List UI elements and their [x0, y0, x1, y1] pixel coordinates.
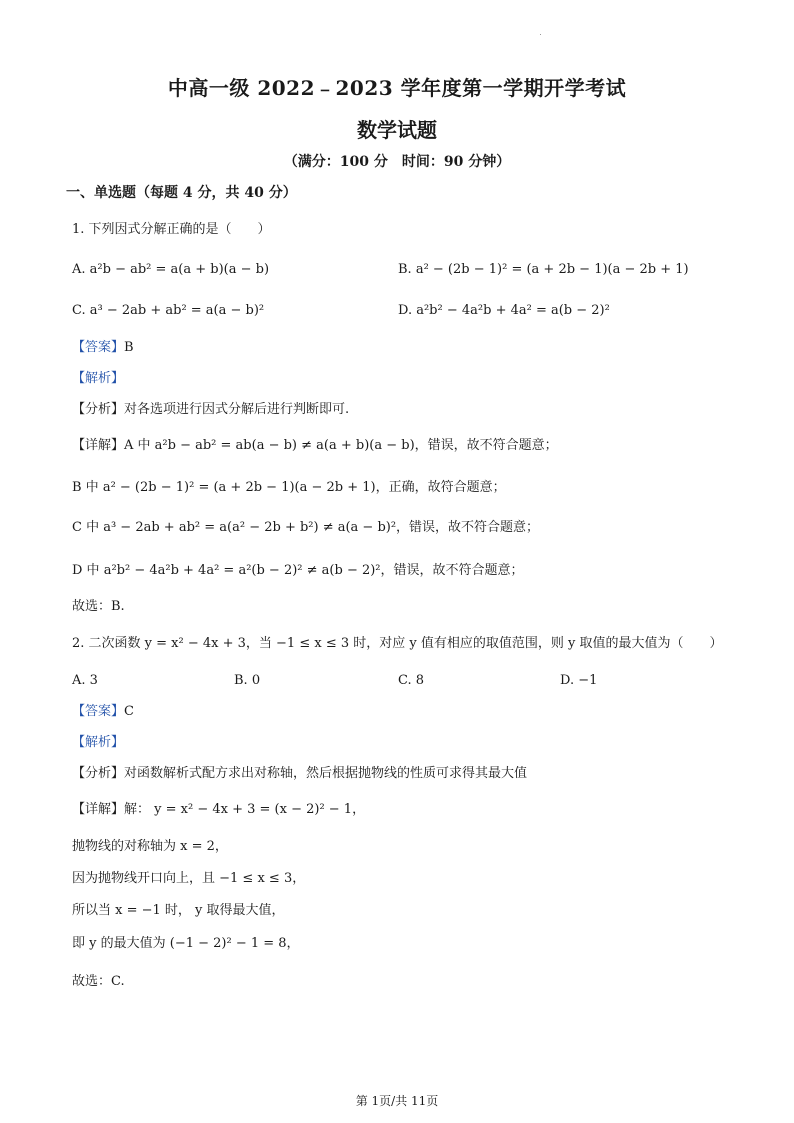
detail-text: A 中 a²b − ab² = ab(a − b) ≠ a(a + b)(a − b)，错误，故不符合题意； [124, 438, 558, 453]
section-heading: 一、单选题（每题 4 分，共 40 分） [66, 185, 297, 201]
q2-detail-3: 因为抛物线开口向上，且 −1 ≤ x ≤ 3， [72, 871, 306, 886]
answer-tag: 【答案】 [72, 704, 125, 719]
q2-detail-5: 即 y 的最大值为 (−1 − 2)² − 1 = 8， [72, 936, 300, 951]
exam-subtitle: 数学试题 [357, 118, 437, 142]
q1-option-b: B. a² − (2b − 1)² = (a + 2b − 1)(a − 2b + 1) [398, 262, 689, 277]
fenxi-tag: 【分析】 [72, 402, 125, 417]
q1-option-a: A. a²b − ab² = a(a + b)(a − b) [72, 262, 270, 277]
q2-detail-1 [72, 800, 365, 820]
q2-option-d: D. −1 [560, 673, 598, 688]
q2-option-a: A. 3 [72, 673, 98, 688]
answer-value: B [124, 340, 134, 355]
q1-detail-a [72, 436, 558, 456]
q2-detail-2: 抛物线的对称轴为 x = 2， [72, 839, 228, 854]
fenxi-tag: 【分析】 [72, 766, 125, 781]
q1-analysis-tag: 【解析】 [72, 371, 125, 386]
q1-conclusion: 故选：B. [72, 599, 125, 614]
detail-tag: 【详解】 [72, 802, 125, 817]
q1-option-d: D. a²b² − 4a²b + 4a² = a(b − 2)² [398, 303, 610, 318]
q1-detail-c: C 中 a³ − 2ab + ab² = a(a² − 2b + b²) ≠ a(a − b)²，错误，故不符合题意； [72, 520, 540, 535]
detail-tag: 【详解】 [72, 438, 125, 453]
detail-text: 解： y = x² − 4x + 3 = (x − 2)² − 1， [124, 802, 366, 817]
answer-value: C [124, 704, 134, 719]
q2-stem: 2. 二次函数 y = x² − 4x + 3，当 −1 ≤ x ≤ 3 时，对应 y 值有相应的取值范围，则 y 取值的最大值为（ ） [72, 636, 723, 651]
q1-stem: 1. 下列因式分解正确的是（ ） [72, 222, 271, 237]
q1-detail-b: B 中 a² − (2b − 1)² = (a + 2b − 1)(a − 2b + 1)，正确，故符合题意； [72, 480, 506, 495]
q1-fenxi [72, 400, 349, 420]
fenxi-text: 对各选项进行因式分解后进行判断即可. [124, 402, 350, 417]
q1-option-c: C. a³ − 2ab + ab² = a(a − b)² [72, 303, 265, 318]
q2-option-c: C. 8 [398, 673, 425, 688]
q2-fenxi [72, 764, 527, 784]
q1-detail-d: D 中 a²b² − 4a²b + 4a² = a²(b − 2)² ≠ a(b − 2)²，错误，故不符合题意； [72, 563, 524, 578]
q2-analysis-tag: 【解析】 [72, 735, 125, 750]
q1-answer [72, 338, 134, 358]
fenxi-text: 对函数解析式配方求出对称轴，然后根据抛物线的性质可求得其最大值 [124, 766, 528, 781]
q2-detail-4: 所以当 x = −1 时， y 取得最大值， [72, 903, 285, 918]
q2-conclusion: 故选：C. [72, 974, 125, 989]
answer-tag: 【答案】 [72, 340, 125, 355]
q2-answer [72, 702, 134, 722]
scan-dot [540, 34, 541, 35]
q2-option-b: B. 0 [234, 673, 261, 688]
page-footer: 第 1页/共 11页 [355, 1094, 439, 1108]
exam-title: 中高一级 2022﹣2023 学年度第一学期开学考试 [167, 76, 627, 100]
exam-meta: （满分：100 分 时间：90 分钟） [283, 154, 511, 170]
